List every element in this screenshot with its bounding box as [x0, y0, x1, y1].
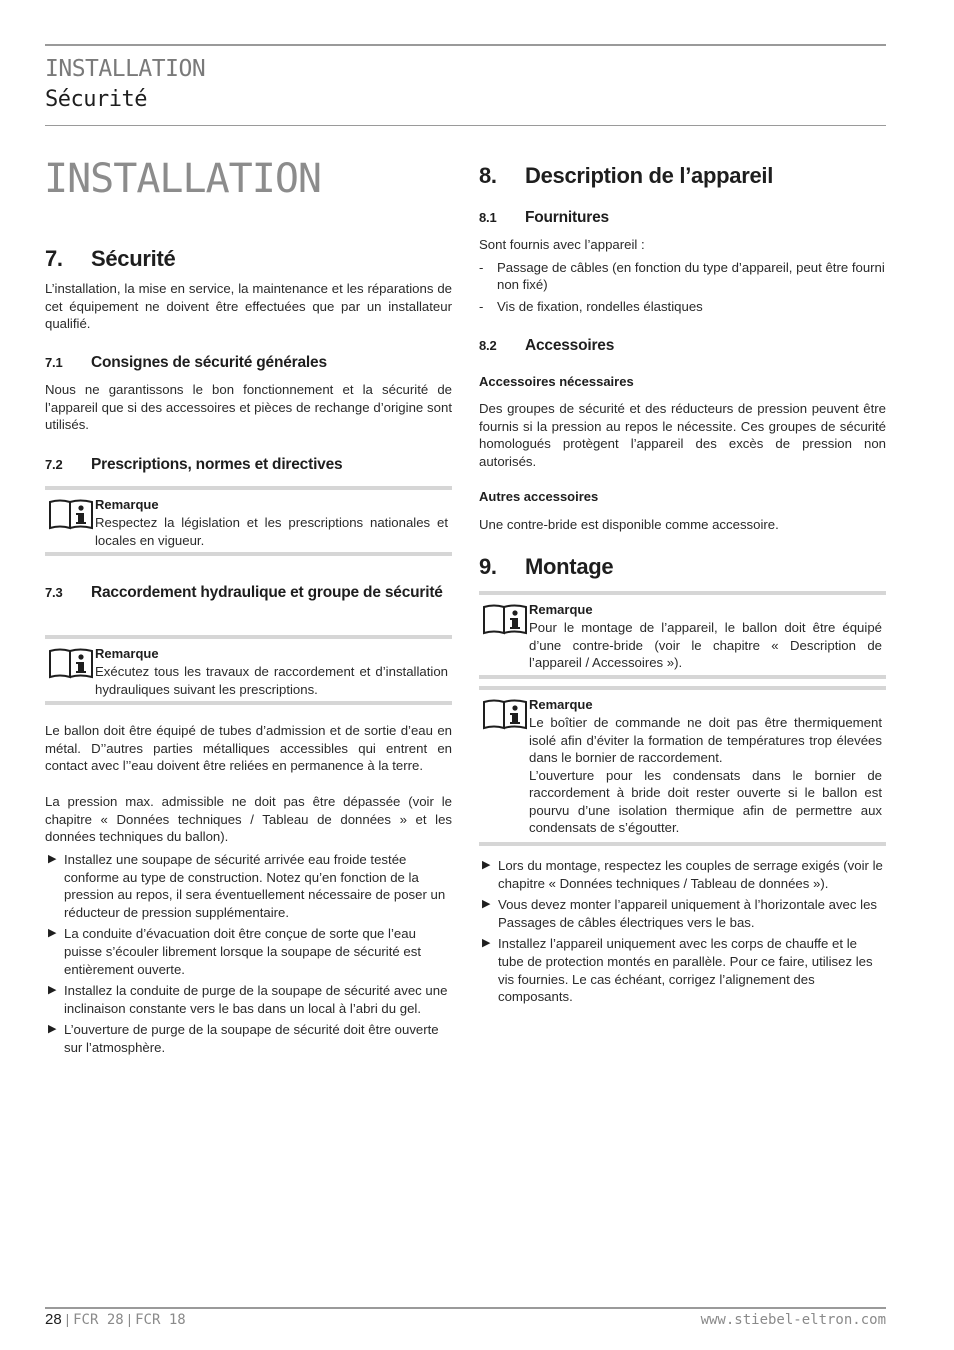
accessories-required-text: Des groupes de sécurité et des réducteurs de pression peuvent être fournis si la pression au repos le nécessite. Ces groupes de sécurité homologués protègent l’appareil des excès de pression non autorisés. — [479, 401, 886, 470]
note-7-2 — [45, 486, 452, 556]
section-number: 7.1 — [45, 355, 63, 370]
note-top-bar — [45, 486, 452, 490]
page-number: 28 — [45, 1311, 62, 1328]
note-text — [529, 714, 882, 837]
note-9-1 — [479, 591, 886, 679]
triangle-bullet-icon: ▶ — [482, 859, 491, 871]
note-bottom-bar — [45, 552, 452, 556]
footer-url[interactable]: www.stiebel-eltron.com — [700, 1312, 886, 1328]
footer-left — [45, 1311, 186, 1328]
section-title: Accessoires — [525, 337, 615, 354]
section-title: Raccordement hydraulique et groupe de sécurité — [91, 584, 443, 601]
section-number: 7.3 — [45, 585, 63, 600]
note-bottom-bar — [479, 675, 886, 679]
note-title: Remarque — [529, 697, 593, 712]
dash-bullet: - — [479, 299, 484, 314]
note-title: Remarque — [95, 646, 159, 661]
section-7-3-bullets — [45, 851, 452, 1061]
note-text: Pour le montage de l’appareil, le ballon doit être équipé d’une contre-bride (voir le chapitre « Description de l’appareil / Accessoires »). — [529, 620, 882, 670]
section-title: Sécurité — [91, 246, 176, 271]
section-8-2-heading — [479, 335, 886, 356]
section-title: Fournitures — [525, 209, 609, 226]
list-item: ▶ La conduite d’évacuation doit être conçue de sorte que l’eau puisse s’écouler librement lorsque la soupape de sécurité est entièrement ouverte. — [48, 926, 421, 977]
note-title: Remarque — [529, 602, 593, 617]
triangle-bullet-icon: ▶ — [48, 853, 57, 865]
footer-model-2: FCR 18 — [135, 1312, 186, 1328]
header-section: Sécurité — [45, 87, 147, 112]
note-bottom-bar — [45, 701, 452, 705]
note-paragraph: L’ouverture pour les condensats dans le bornier de raccordement à bride doit rester ouverte si le ballon est pourvu d’une isolation thermique afin de permettre aux condensats de s’égoutter. — [529, 767, 882, 835]
section-8-1-heading — [479, 207, 886, 228]
footer-separator: | — [127, 1311, 132, 1327]
section-number: 8.1 — [479, 210, 497, 225]
header-top-rule — [45, 44, 886, 46]
list-item: ▶ Vous devez monter l’appareil uniquement à l’horizontale avec les Passages de câbles électriques vers le bas. — [482, 897, 877, 930]
list-item: ▶ Installez l’appareil uniquement avec les corps de chauffe et le tube de protection montés en parallèle. Pour ce faire, utilisez les vis fournies. Le cas échéant, corrigez l’alignement des composants. — [482, 936, 873, 1005]
page-title: INSTALLATION — [44, 156, 321, 202]
note-top-bar — [479, 686, 886, 690]
list-item: - Vis de fixation, rondelles élastiques — [479, 299, 703, 314]
footer-model-1: FCR 28 — [73, 1312, 124, 1328]
section-number: 7. — [45, 246, 63, 271]
note-9-2 — [479, 686, 886, 846]
list-item: - Passage de câbles (en fonction du type d’appareil, peut être fourni non fixé) — [479, 260, 885, 292]
section-7-2-heading — [45, 454, 452, 475]
section-title: Consignes de sécurité générales — [91, 354, 327, 371]
list-item: ▶ L’ouverture de purge de la soupape de sécurité doit être ouverte sur l’atmosphère. — [48, 1022, 439, 1055]
list-item: ▶ Installez la conduite de purge de la soupape de sécurité avec une inclinaison constante vers le bas dans un local à l’abri du gel. — [48, 983, 448, 1016]
note-top-bar — [45, 635, 452, 639]
section-8-1-items — [479, 259, 886, 320]
section-number: 8.2 — [479, 338, 497, 353]
section-7-3-heading — [45, 582, 452, 603]
section-7-intro: L’installation, la mise en service, la maintenance et les réparations de cet équipement ne doivent être effectuées que par un installateur qualifié. — [45, 281, 452, 332]
note-paragraph: Le boîtier de commande ne doit pas être thermiquement isolé afin d’éviter la formation de températures trop élevées dans le bornier de raccordement. — [529, 715, 882, 765]
section-7-1-heading — [45, 352, 452, 373]
section-7-1-text: Nous ne garantissons le bon fonctionnement et la sécurité de l’appareil que si des accessoires et pièces de rechange d’origine sont utilisés. — [45, 382, 452, 433]
accessories-other-heading: Autres accessoires — [479, 489, 599, 504]
section-8-heading — [479, 163, 773, 189]
note-top-bar — [479, 591, 886, 595]
section-7-3-para1: Le ballon doit être équipé de tubes d’admission et de sortie d’eau en métal. D’’autres parties métalliques accessibles qui entrent en contact avec l’’eau doivent être reliées en permanence à la terre. — [45, 723, 452, 774]
note-bottom-bar — [479, 842, 886, 846]
section-7-3-para2: La pression max. admissible ne doit pas être dépassée (voir le chapitre « Données techniques / Tableau de données » et les données techniques du ballon). — [45, 794, 452, 845]
book-info-icon — [48, 498, 94, 530]
book-info-icon — [48, 647, 94, 679]
triangle-bullet-icon: ▶ — [48, 927, 57, 940]
section-number: 8. — [479, 163, 497, 188]
triangle-bullet-icon: ▶ — [482, 898, 491, 911]
section-9-heading — [479, 554, 613, 580]
section-number: 9. — [479, 554, 497, 579]
section-title: Montage — [525, 554, 614, 579]
note-7-3 — [45, 635, 452, 707]
section-title: Prescriptions, normes et directives — [91, 456, 343, 473]
triangle-bullet-icon: ▶ — [482, 937, 491, 950]
header-chapter: INSTALLATION — [45, 56, 206, 82]
footer-separator: | — [65, 1311, 70, 1327]
section-number: 7.2 — [45, 457, 63, 472]
triangle-bullet-icon: ▶ — [48, 1023, 57, 1036]
note-text: Exécutez tous les travaux de raccordement et d’installation hydrauliques suivant les prescriptions. — [95, 664, 448, 697]
section-7-heading — [45, 246, 175, 272]
section-title: Description de l’appareil — [525, 163, 774, 188]
accessories-required-heading: Accessoires nécessaires — [479, 374, 634, 389]
book-info-icon — [482, 603, 528, 635]
note-text: Respectez la législation et les prescriptions nationales et locales en vigueur. — [95, 515, 448, 548]
footer-rule — [45, 1307, 886, 1309]
accessories-other-text: Une contre-bride est disponible comme accessoire. — [479, 517, 779, 532]
section-9-bullets — [479, 857, 886, 1010]
book-info-icon — [482, 698, 528, 730]
section-8-1-intro: Sont fournis avec l’appareil : — [479, 237, 645, 252]
triangle-bullet-icon: ▶ — [48, 984, 57, 997]
note-title: Remarque — [95, 497, 159, 512]
dash-bullet: - — [479, 260, 484, 275]
header-bottom-rule — [45, 125, 886, 126]
list-item: ▶ Lors du montage, respectez les couples de serrage exigés (voir le chapitre « Données techniques / Tableau de données »). — [482, 858, 883, 891]
list-item: ▶ Installez une soupape de sécurité arrivée eau froide testée conforme au type de construction. Notez qu’en fonction de la pression au repos, il sera éventuellement nécessaire de poser un réducteur de pression supplémentaire. — [48, 852, 446, 920]
